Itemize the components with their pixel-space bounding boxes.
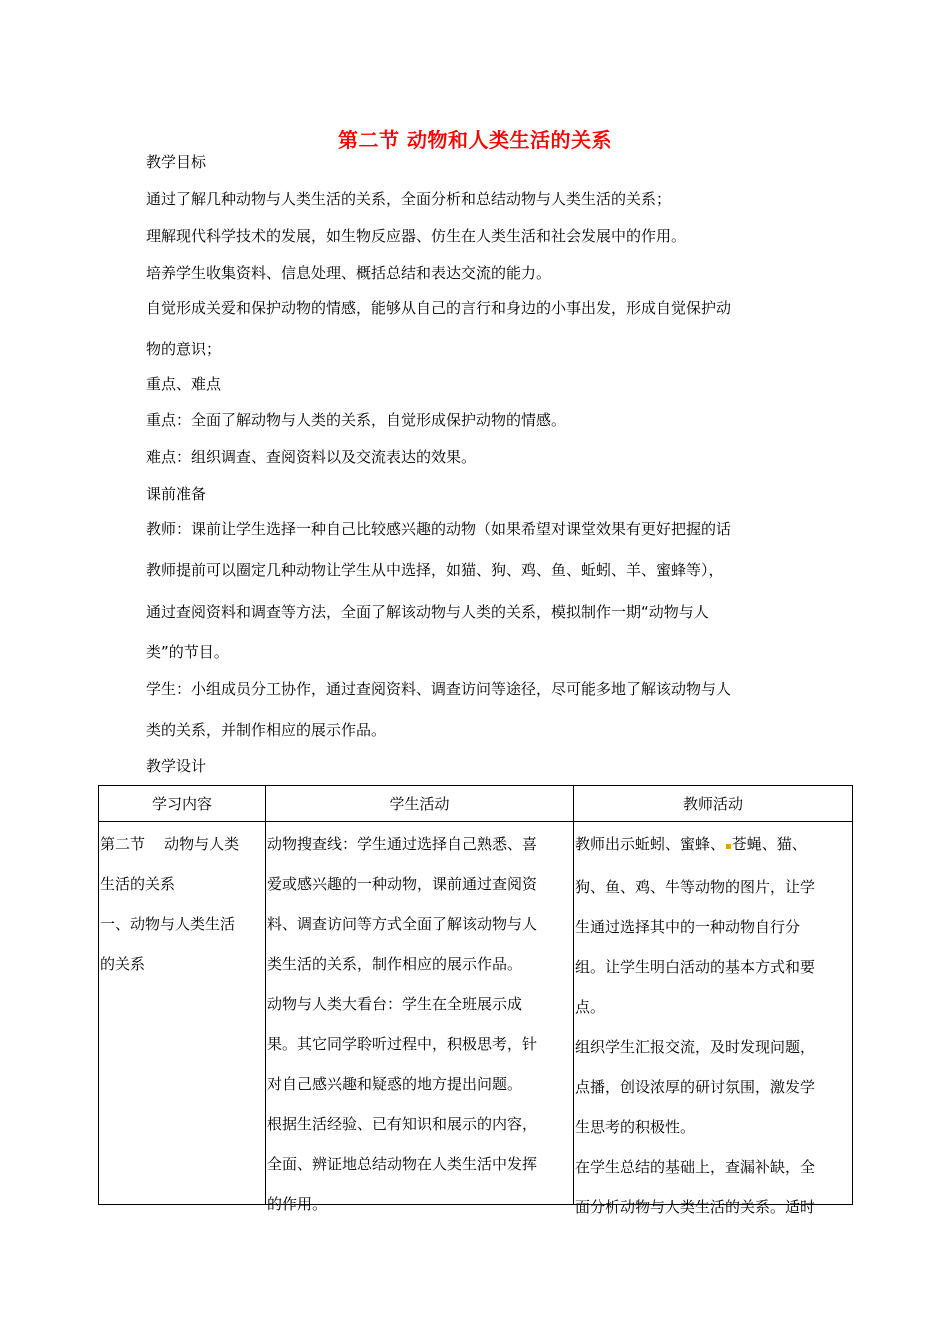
cell-line: 组。让学生明白活动的基本方式和要 [575, 958, 816, 976]
cell-line: 类生活的关系，制作相应的展示作品。 [267, 955, 523, 973]
cell-line: 果。其它同学聆听过程中，积极思考，针 [267, 1035, 538, 1053]
student-prep-2: 类的关系，并制作相应的展示作品。 [146, 721, 387, 739]
teacher-activity-cell [574, 822, 853, 1216]
cell-line: 面分析动物与人类生活的关系。适时 [575, 1198, 816, 1216]
cell-line: 对自己感兴趣和疑惑的地方提出问题。 [267, 1075, 523, 1093]
page-title: 第二节 动物和人类生活的关系 [338, 128, 612, 152]
objectives-heading: 教学目标 [146, 153, 207, 171]
cell-line: 一、动物与人类生活 [100, 915, 236, 933]
cell-text: 教师出示蚯蚓、蜜蜂、 [575, 835, 726, 853]
dot-mark-icon: ▪ [725, 841, 732, 852]
teacher-prep-4: 类”的节目。 [146, 643, 229, 661]
column-header: 学生活动 [266, 786, 574, 822]
objective-1: 通过了解几种动物与人类生活的关系，全面分析和总结动物与人类生活的关系； [146, 190, 672, 208]
objective-4-cont: 物的意识； [146, 340, 222, 358]
table-row [99, 822, 853, 1205]
cell-text: 苍蝇、猫、 [731, 835, 807, 853]
student-prep-1: 学生：小组成员分工协作，通过查阅资料、调查访问等途径，尽可能多地了解该动物与人 [146, 680, 732, 698]
column-header: 教师活动 [574, 786, 853, 822]
keypoints-heading: 重点、难点 [146, 375, 222, 393]
cell-line: 第二节 动物与人类 [100, 835, 240, 853]
key-point: 重点：全面了解动物与人类的关系，自觉形成保护动物的情感。 [146, 411, 567, 429]
teacher-prep-1: 教师：课前让学生选择一种自己比较感兴趣的动物（如果希望对课堂效果有更好把握的话 [146, 520, 732, 538]
cell-line: 全面、辨证地总结动物在人类生活中发挥 [267, 1155, 538, 1173]
learning-content-cell [99, 822, 266, 1205]
cell-line: 点。 [575, 998, 606, 1016]
lesson-design-table [98, 785, 853, 1216]
cell-line: 爱或感兴趣的一种动物，课前通过查阅资 [267, 875, 538, 893]
cell-line: 根据生活经验、已有知识和展示的内容， [267, 1115, 538, 1133]
table-header-row [99, 786, 853, 822]
design-heading: 教学设计 [146, 757, 207, 775]
cell-line: 在学生总结的基础上，查漏补缺，全 [575, 1158, 816, 1176]
difficult-point: 难点：组织调查、查阅资料以及交流表达的效果。 [146, 448, 477, 466]
cell-line: 的作用。 [267, 1195, 328, 1213]
cell-line: 的关系 [100, 955, 146, 973]
cell-line: 生活的关系 [100, 875, 176, 893]
cell-line: 料、调查访问等方式全面了解该动物与人 [267, 915, 538, 933]
teacher-prep-2: 教师提前可以圈定几种动物让学生从中选择，如猫、狗、鸡、鱼、蚯蚓、羊、蜜蜂等）， [146, 561, 724, 579]
objective-4: 自觉形成关爱和保护动物的情感，能够从自己的言行和身边的小事出发，形成自觉保护动 [146, 299, 732, 317]
teacher-prep-3: 通过查阅资料和调查等方法，全面了解该动物与人类的关系，模拟制作一期“动物与人 [146, 603, 709, 621]
preparation-heading: 课前准备 [146, 485, 207, 503]
column-header: 学习内容 [99, 786, 266, 822]
cell-line: 动物搜查线：学生通过选择自己熟悉、喜 [267, 835, 538, 853]
cell-line: 狗、鱼、鸡、牛等动物的图片，让学 [575, 878, 816, 896]
cell-line: 生思考的积极性。 [575, 1118, 696, 1136]
cell-line: 组织学生汇报交流，及时发现问题， [575, 1038, 816, 1056]
cell-line: 点播，创设浓厚的研讨氛围，激发学 [575, 1078, 816, 1096]
cell-line: 生通过选择其中的一种动物自行分 [575, 918, 801, 936]
cell-line [575, 824, 851, 867]
student-activity-cell [266, 822, 574, 1213]
objective-2: 理解现代科学技术的发展，如生物反应器、仿生在人类生活和社会发展中的作用。 [146, 227, 687, 245]
objective-3: 培养学生收集资料、信息处理、概括总结和表达交流的能力。 [146, 264, 552, 282]
cell-line: 动物与人类大看台：学生在全班展示成 [267, 995, 523, 1013]
